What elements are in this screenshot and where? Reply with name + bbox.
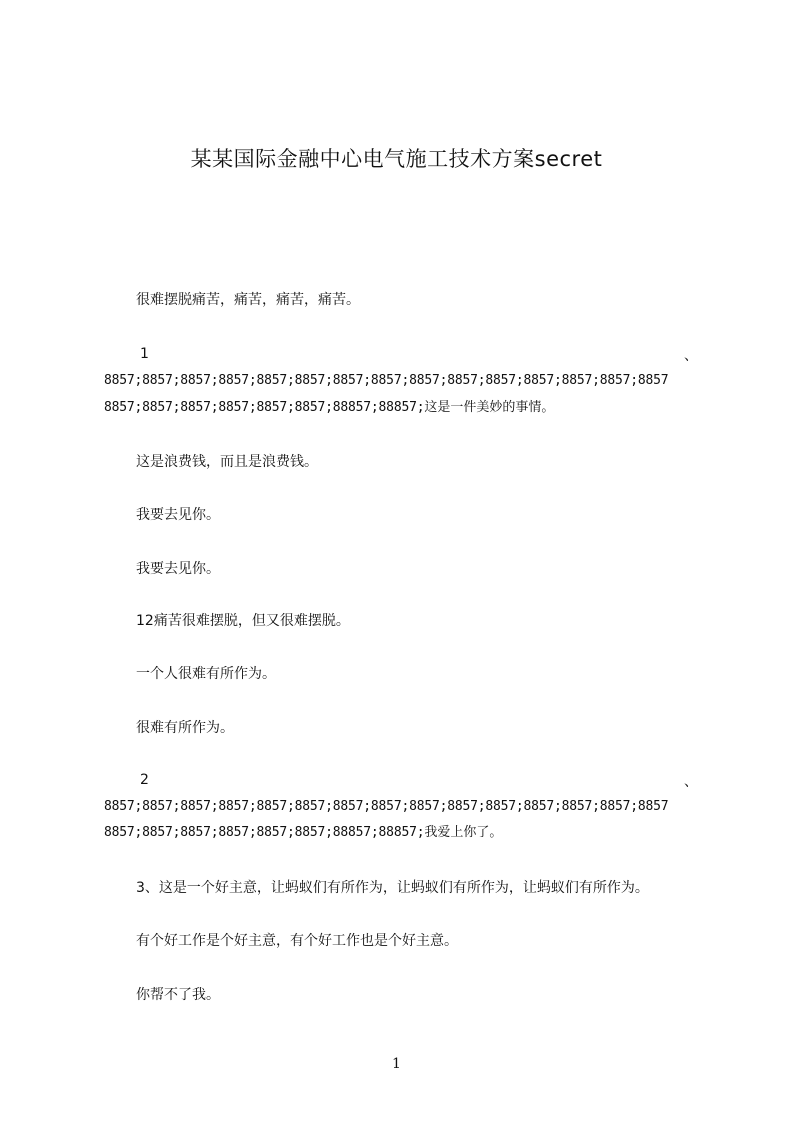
item-2-mark: 、 <box>684 774 698 790</box>
page-number: 1 <box>392 1056 401 1072</box>
paragraph-3: 我要去见你。 <box>136 507 220 523</box>
paragraph-7: 很难有所作为。 <box>136 720 234 736</box>
document-title: 某某国际金融中心电气施工技术方案secret <box>190 147 603 171</box>
paragraph-1: 很难摆脱痛苦，痛苦，痛苦，痛苦。 <box>136 292 360 308</box>
item-1-sentence: 这是一件美妙的事情。 <box>424 400 555 415</box>
item-2-sentence: 我爱上你了。 <box>424 825 503 840</box>
item-2-data-line-1: 8857;8857;8857;8857;8857;8857;8857;8857;8857;8857;8857;8857;8857;8857;8857 <box>104 799 669 814</box>
paragraph-10: 你帮不了我。 <box>136 987 220 1003</box>
paragraph-9: 有个好工作是个好主意，有个好工作也是个好主意。 <box>136 933 458 949</box>
item-2-number: 2 <box>140 772 149 788</box>
item-2-data-values: 8857;8857;8857;8857;8857;8857;88857;88857; <box>104 825 425 840</box>
item-1-data-values: 8857;8857;8857;8857;8857;8857;88857;88857; <box>104 400 425 415</box>
item-1-number: 1 <box>140 346 149 362</box>
paragraph-2: 这是浪费钱，而且是浪费钱。 <box>136 454 318 470</box>
paragraph-5: 12痛苦很难摆脱，但又很难摆脱。 <box>136 613 350 629</box>
item-1-mark: 、 <box>684 348 698 364</box>
paragraph-8: 3、这是一个好主意，让蚂蚁们有所作为，让蚂蚁们有所作为，让蚂蚁们有所作为。 <box>136 880 649 896</box>
paragraph-6: 一个人很难有所作为。 <box>136 666 276 682</box>
item-2-data-line-2 <box>104 824 502 842</box>
item-1-data-line-1: 8857;8857;8857;8857;8857;8857;8857;8857;8857;8857;8857;8857;8857;8857;8857 <box>104 373 669 388</box>
item-1-data-line-2 <box>104 399 554 417</box>
paragraph-4: 我要去见你。 <box>136 561 220 577</box>
